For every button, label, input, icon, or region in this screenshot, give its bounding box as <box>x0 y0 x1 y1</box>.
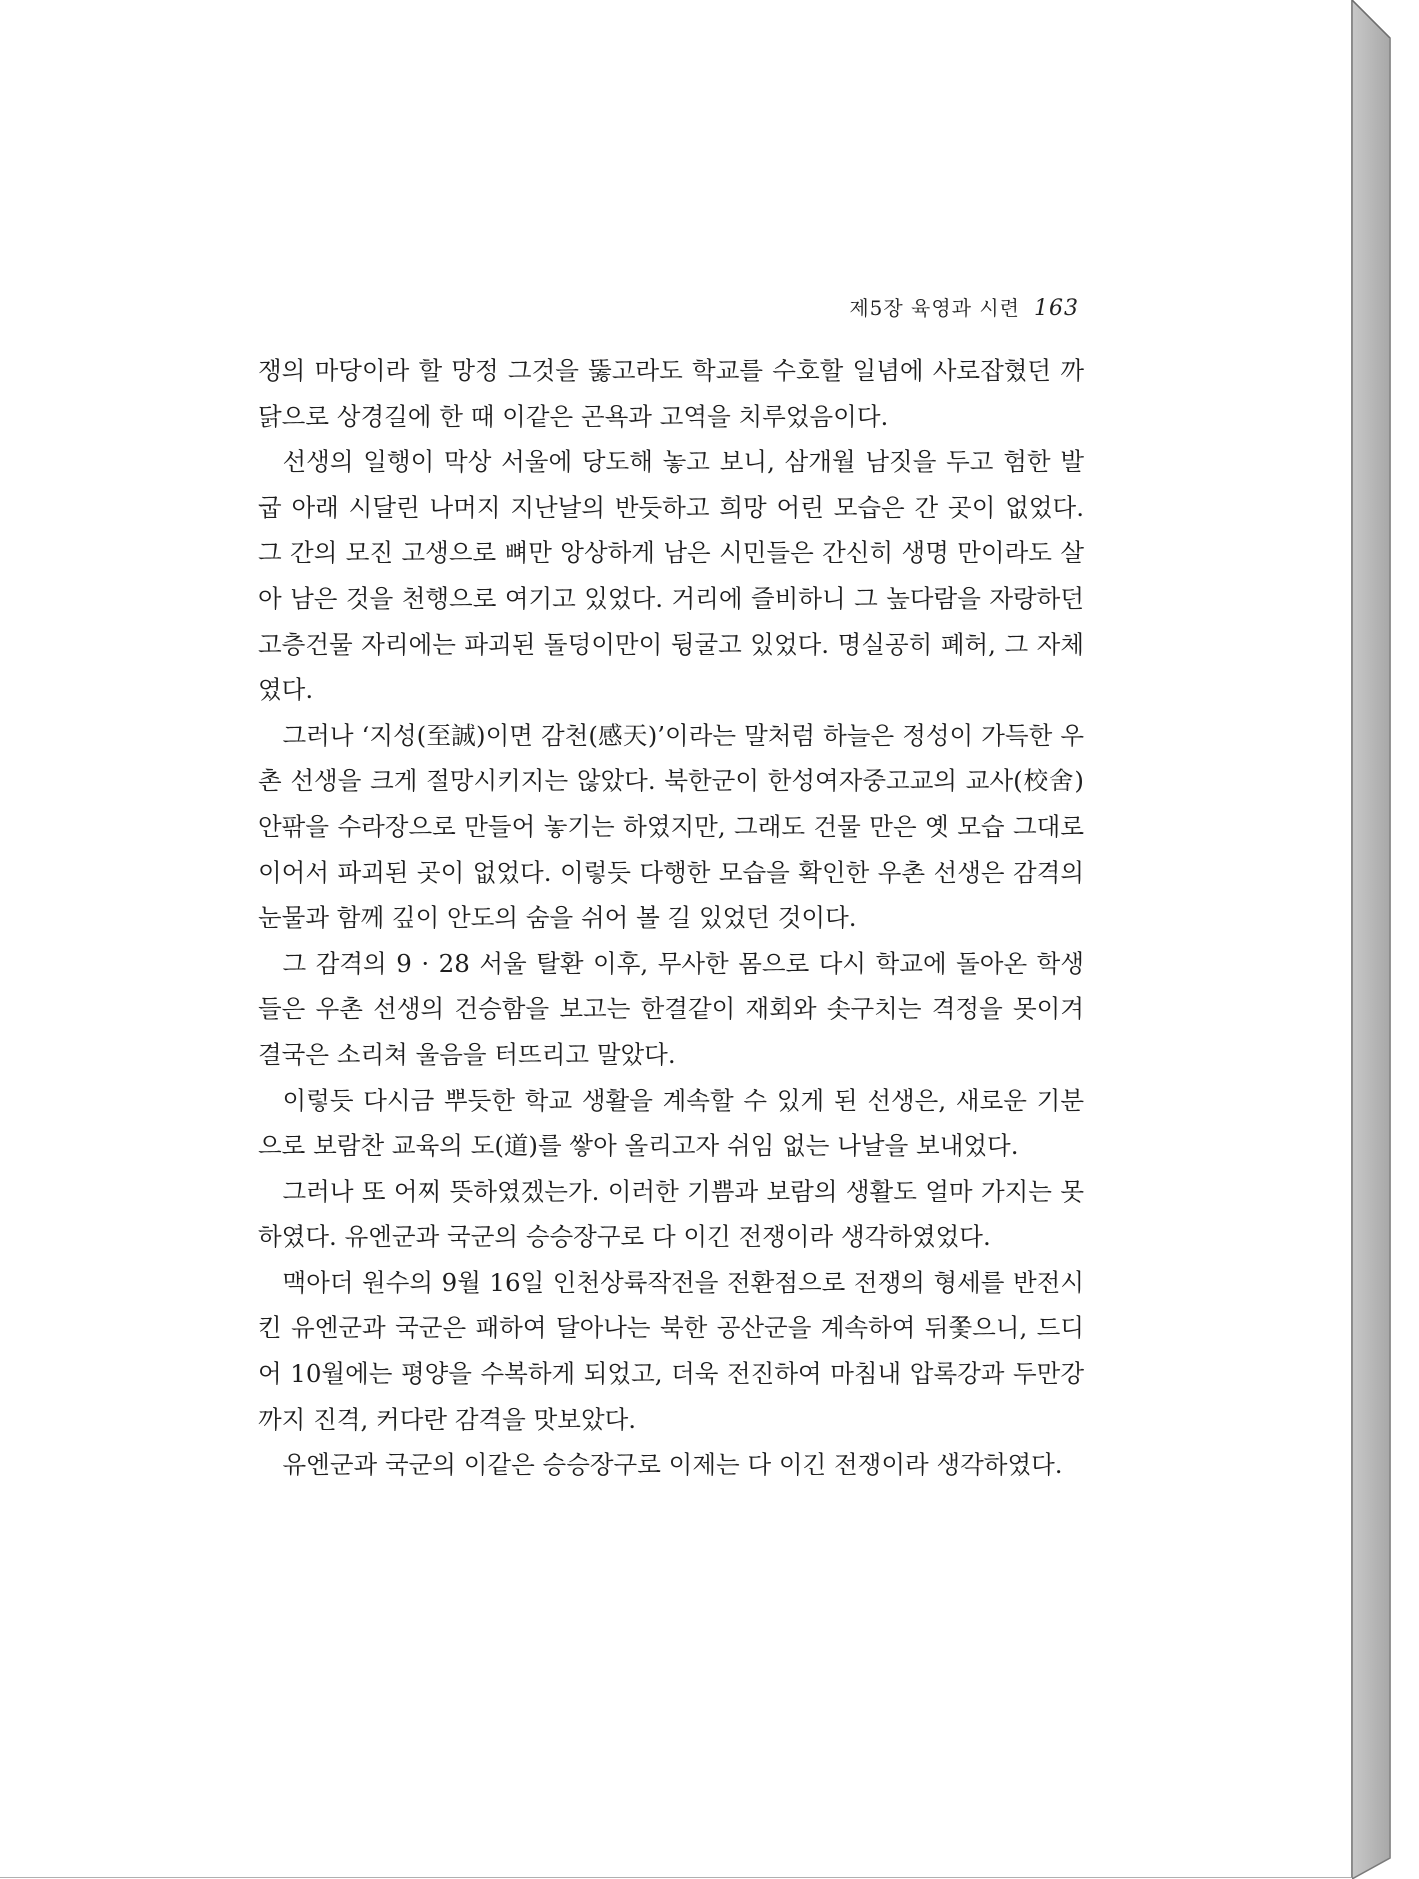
page-stack-edge <box>1352 0 1412 1879</box>
chapter-title: 제5장 육영과 시련 <box>849 296 1020 320</box>
body-text <box>258 348 1084 1488</box>
paragraph-7: 맥아더 원수의 9월 16일 인천상륙작전을 전환점으로 전쟁의 형세를 반전시킨 유엔군과 국군은 패하여 달아나는 북한 공산군을 계속하여 뒤쫓으니, 드디어 10월에는 평양을 수복하게 되었고, 더욱 전진하여 마침내 압록강과 두만강까지 진격, 커다란 감격을 맛보았다. <box>258 1267 1084 1434</box>
paragraph-8: 유엔군과 국군의 이같은 승승장구로 이제는 다 이긴 전쟁이라 생각하였다. <box>282 1450 1063 1480</box>
paragraph-2: 선생의 일행이 막상 서울에 당도해 놓고 보니, 삼개월 남짓을 두고 험한 발굽 아래 시달린 나머지 지난날의 반듯하고 희망 어린 모습은 간 곳이 없었다. 그 간의 모진 고생으로 뼈만 앙상하게 남은 시민들은 간신히 생명 만이라도 살아 남은 것을 천행으로 여기고 있었다. 거리에 즐비하니 그 높다람을 자랑하던 고층건물 자리에는 파괴된 돌덩이만이 뒹굴고 있었다. 명실공히 폐허, 그 자체였다. <box>258 447 1084 705</box>
paragraph-5: 이렇듯 다시금 뿌듯한 학교 생활을 계속할 수 있게 된 선생은, 새로운 기분으로 보람찬 교육의 도(道)를 쌓아 올리고자 쉬임 없는 나날을 보내었다. <box>258 1085 1084 1161</box>
paragraph-6: 그러나 또 어찌 뜻하였겠는가. 이러한 기쁨과 보람의 생활도 얼마 가지는 못하였다. 유엔군과 국군의 승승장구로 다 이긴 전쟁이라 생각하였었다. <box>258 1176 1084 1252</box>
running-head <box>849 292 1079 321</box>
page-number: 163 <box>1034 296 1079 321</box>
paragraph-4: 그 감격의 9 · 28 서울 탈환 이후, 무사한 몸으로 다시 학교에 돌아온 학생들은 우촌 선생의 건승함을 보고는 한결같이 재회와 솟구치는 격정을 못이겨 결국은 소리쳐 울음을 터뜨리고 말았다. <box>258 948 1084 1069</box>
paragraph-1: 쟁의 마당이라 할 망정 그것을 뚫고라도 학교를 수호할 일념에 사로잡혔던 까닭으로 상경길에 한 때 이같은 곤욕과 고역을 치루었음이다. <box>258 356 1084 431</box>
paragraph-3: 그러나 ‘지성(至誠)이면 감천(感天)’이라는 말처럼 하늘은 정성이 가득한 우촌 선생을 크게 절망시키지는 않았다. 북한군이 한성여자중고교의 교사(校舍) 안팎을 수라장으로 만들어 놓기는 하였지만, 그래도 건물 만은 옛 모습 그대로이어서 파괴된 곳이 없었다. 이렇듯 다행한 모습을 확인한 우촌 선생은 감격의 눈물과 함께 깊이 안도의 숨을 쉬어 볼 길 있었던 것이다. <box>258 720 1084 933</box>
